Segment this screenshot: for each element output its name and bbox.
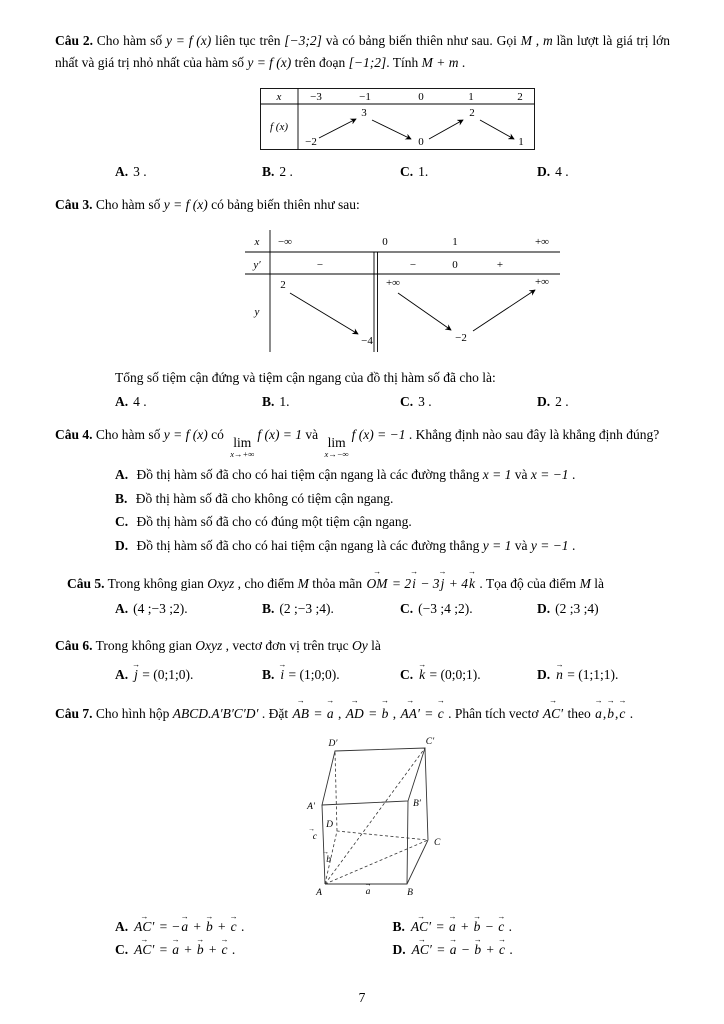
math-expr: y = f (x) [163,196,208,212]
vector-k: → k [468,573,476,595]
q3-variation-table [245,230,670,356]
question-4-label: Câu 4. [55,426,93,442]
text-run: liên tục trên [211,33,285,48]
vector-arrow-icon: → [364,879,372,888]
option-value: (2 ;3 ;4) [555,601,599,617]
q2-variation-table [260,88,670,154]
text-run: , [389,705,400,721]
q4-option-b [115,489,670,510]
question-5-text [55,573,670,595]
question-3-label: Câu 3. [55,196,93,212]
math-expr: y = −1 [530,538,569,554]
x-value: −∞ [277,235,293,248]
question-2-label: Câu 2. [55,33,93,48]
math-expr: y = f (x) [163,426,208,442]
math-expr: M [579,576,591,592]
option-value: = (0;1;0). [138,666,194,682]
lim-subscript: x→+∞ [230,449,255,460]
text-run: Cho hàm số [92,426,164,442]
question-7-text [55,703,670,725]
variation-arrows [290,290,535,334]
variation-table-q2-svg [260,88,535,150]
table-x-label: x [276,90,282,103]
text-run: lần lượt là giá trị lớn nhất và giá trị nhỏ nhất của hàm số [55,33,670,70]
text-run: và [302,426,322,442]
vector-symbol: → n [555,667,564,683]
solid-edges [322,748,428,884]
option-value: 2 . [279,163,293,179]
table-yprime-label: y′ [253,258,261,271]
answer-option-c [400,164,537,180]
table-grid [245,230,560,352]
vector-j: → j [440,573,446,595]
option-value: (−3 ;4 ;2). [418,601,473,617]
math-expr: = − [155,918,181,934]
option-letter: A. [115,666,129,682]
vector-c: → c [618,703,626,725]
vector-c: → c [437,703,445,725]
option-letter: D. [392,941,406,957]
option-value: (4 ;−3 ;2). [133,601,188,617]
table-x-label: x [254,235,260,248]
math-expr: f (x) = 1 [257,426,303,442]
option-letter: D. [537,601,551,617]
math-expr: = [420,705,437,721]
answer-option-a [115,164,262,180]
math-expr: = [432,918,448,934]
math-expr: + 4 [445,576,468,592]
math-expr: M , m [520,33,553,48]
answer-option-d [537,394,670,410]
option-letter: D. [115,538,129,554]
answer-option-a [115,667,262,683]
answer-option-d [537,601,670,617]
x-value: 1 [468,90,474,103]
math-expr: − [481,918,498,934]
math-expr: − [457,941,474,957]
option-letter: A. [115,918,129,934]
option-value: 2 . [555,393,569,409]
vector-AC-prime: → AC′ [542,703,564,725]
vector-OM: → OM [366,573,389,595]
math-expr: = [309,705,326,721]
vector-AA-prime: → AA′ [399,703,420,725]
table-grid [261,88,535,149]
limit-notation [325,436,349,459]
x-value: −1 [359,90,371,103]
question-6-label: Câu 6. [55,638,93,654]
option-text: . [568,538,576,554]
sign: 0 [452,258,458,271]
math-expr: + [456,918,473,934]
option-text: Đồ thị hàm số đã cho có đúng một tiệm cận ngang. [133,514,412,530]
lim-word: lim [327,434,346,450]
option-value: 4 . [555,163,569,179]
option-letter: C. [400,163,414,179]
q5-answers [115,601,670,617]
text-run: là [590,576,604,592]
vector-symbol: → k [418,667,426,683]
math-expr: + [189,918,205,934]
q7-answers-row-2 [115,942,670,958]
text-run: , [334,705,345,721]
text-run: . Đặt [258,705,292,721]
x-value: 0 [418,90,424,103]
f-value: 2 [469,106,475,119]
text-run: , [602,705,607,721]
vector-a: → a [448,919,457,935]
text-run: . Tính [386,54,422,70]
vector-arrow-icon: → [322,847,329,856]
text-run: Cho hàm số [92,196,164,212]
vertex-label-B-prime: B′ [413,798,421,809]
math-expr: − 3 [416,576,440,592]
option-text: và [511,538,531,554]
text-run: . [626,705,634,721]
option-letter: C. [400,393,414,409]
sign: − [409,258,417,271]
math-expr: y = f (x) [247,54,292,70]
text-run: . Phân tích vectơ [444,705,542,721]
f-value: −2 [305,135,317,148]
text-run: và có bảng biến thiên như sau. Gọi [321,33,521,48]
vertex-label-C: C [434,837,441,848]
text-run: Trong không gian [104,576,208,592]
option-letter: B. [262,666,275,682]
text-run: là [367,638,381,654]
q4-option-a [115,465,670,486]
option-letter: A. [115,393,129,409]
answer-option-a [115,601,262,617]
vector-symbol: → j [133,667,139,683]
answer-option-c [400,394,537,410]
option-letter: B. [262,393,275,409]
text-run: . [458,54,466,70]
vector-c: → c [497,919,505,935]
option-value: 1. [279,393,290,409]
text-run: . Khẳng định nào sau đây là khẳng định đúng? [405,426,660,442]
q6-answers [115,667,670,683]
option-letter: B. [392,918,405,934]
math-expr: M [297,576,309,592]
option-text: Đồ thị hàm số đã cho có hai tiệm cận ngang là các đường thẳng [133,538,483,554]
math-expr: [−3;2] [284,33,322,48]
vertex-label-D-prime: D′ [328,738,338,749]
option-letter: B. [115,490,128,506]
q2-answers [115,164,670,180]
q4-option-d [115,536,670,557]
q7-parallelepiped-figure [300,735,670,909]
y-value: +∞ [534,275,550,288]
page-number: 7 [358,990,366,1005]
vector-a: → a [594,703,603,725]
answer-option-b [262,164,400,180]
vector-a: → a [326,703,335,725]
option-letter: D. [537,666,551,682]
sign: − [316,258,324,271]
parallelepiped-svg [300,735,470,905]
vector-AD: → AD [345,703,365,725]
text-run: Cho hình hộp [92,705,173,721]
text-run: trên đoạn [291,54,349,70]
text-run: , cho điểm [234,576,298,592]
math-expr: y = f (x) [165,33,212,48]
option-letter: C. [115,514,129,530]
vector-AC-prime: → AC′ [133,919,155,935]
math-expr: = [155,941,172,957]
answer-option-c [115,942,393,958]
vector-AC-prime: → AC′ [410,919,432,935]
math-expr: Oxyz [207,576,235,592]
f-value: 3 [361,106,367,119]
text-run: . Tọa độ của điểm [475,576,580,592]
answer-option-a [115,394,262,410]
vector-b: → b [473,919,482,935]
answer-option-d [537,164,670,180]
y-value: +∞ [385,276,401,289]
answer-option-c [400,667,537,683]
y-value: −2 [455,331,467,344]
lim-word: lim [233,434,252,450]
vector-label-c: c [312,831,317,842]
option-text: . [568,466,576,482]
vertex-label-C-prime: C′ [425,736,435,747]
math-expr: y = 1 [482,538,512,554]
variation-arrows [319,119,514,139]
option-letter: C. [400,601,414,617]
math-expr: + [204,941,221,957]
math-expr: = [364,705,381,721]
y-value: −4 [361,334,373,347]
answer-option-b [393,919,671,935]
vector-label-a: a [365,886,371,897]
lim-subscript: x→−∞ [324,449,349,460]
option-letter: A. [115,163,129,179]
question-5-label: Câu 5. [67,576,105,592]
option-letter: A. [115,466,129,482]
vector-i: → i [411,573,417,595]
vector-label-b: b [326,854,331,865]
vertex-label-A-prime: A′ [307,801,315,812]
question-6-text [55,635,670,657]
x-value: 2 [517,90,523,103]
math-expr: Oxyz [195,638,223,654]
limit-notation [230,436,254,459]
vector-a: → a [180,919,189,935]
option-letter: A. [115,601,129,617]
table-fx-label: f (x) [269,120,289,133]
math-expr: [−1;2] [348,54,387,70]
y-value: 2 [280,278,286,291]
text-run: Trong không gian [92,638,196,654]
q3-answers [115,394,670,410]
vertex-label-B: B [407,887,413,898]
math-expr: f (x) = −1 [351,426,406,442]
text-run: Cho hàm số [92,33,166,48]
question-4-text [55,424,670,459]
math-expr: + [482,941,498,957]
math-expr: + [213,918,230,934]
option-value: = (1;1;1). [563,666,619,682]
vertex-label-A: A [316,887,322,898]
option-value: 4 . [133,393,147,409]
option-text: Đồ thị hàm số đã cho có hai tiệm cận ngang là các đường thẳng [133,466,483,482]
option-text: và [511,466,531,482]
answer-option-b [262,394,400,410]
q7-answers-row-1 [115,919,670,935]
option-value: = (1;0;0). [285,666,340,682]
option-value: 3 . [133,163,147,179]
q3-question-line: Tổng số tiệm cận đứng và tiệm cận ngang của đồ thị hàm số đã cho là: [115,369,496,385]
vector-symbol: → i [279,667,285,683]
text-run: , [615,705,619,721]
option-text: . [505,918,512,934]
table-y-label: y [254,305,260,318]
question-2-text [55,30,670,74]
f-value: 0 [418,135,424,148]
option-letter: C. [115,941,129,957]
x-value: 1 [452,235,458,248]
vector-a: → a [171,942,180,958]
vector-AB: → AB [291,703,310,725]
math-expr: x = −1 [530,466,569,482]
answer-option-d [537,667,670,683]
answer-option-c [400,601,537,617]
vector-a: → a [449,942,458,958]
answer-option-d [393,942,671,958]
option-letter: B. [262,163,275,179]
math-expr: = [432,941,449,957]
math-expr: x = 1 [482,466,512,482]
vector-arrow-icon: → [308,824,315,833]
x-value: +∞ [534,235,550,248]
text-run: theo [564,705,595,721]
option-text: . [505,941,513,957]
text-run: có [207,426,228,442]
text-run: , vectơ đơn vị trên trục [222,638,353,654]
question-7-label: Câu 7. [55,705,93,721]
vector-c: → c [498,942,506,958]
vector-c: → c [230,919,238,935]
math-expr: + [179,941,196,957]
variation-table-q3-svg [245,230,560,352]
sign: + [496,258,504,271]
option-value: (2 ;−3 ;4). [279,601,334,617]
option-letter: C. [400,666,414,682]
math-expr: = 2 [388,576,412,592]
vector-b: → b [381,703,390,725]
option-value: 3 . [418,393,432,409]
vector-AC-prime: → AC′ [133,942,155,958]
q4-option-c [115,512,670,533]
vector-AC-prime: → AC′ [411,942,433,958]
math-expr: Oy [352,638,368,654]
answer-option-b [262,601,400,617]
option-letter: B. [262,601,275,617]
vector-b: → b [205,919,214,935]
option-value: = (0;0;1). [426,666,481,682]
vector-b: → b [473,942,482,958]
answer-option-b [262,667,400,683]
x-value: 0 [382,235,388,248]
text-run: thỏa mãn [308,576,366,592]
vector-c: → c [220,942,228,958]
answer-option-a [115,919,393,935]
math-expr: ABCD.A′B′C′D′ [172,705,259,721]
hidden-edges [325,748,428,884]
question-3-text [55,194,670,216]
option-value: 1. [418,163,429,179]
option-text: Đồ thị hàm số đã cho không có tiệm cận ngang. [132,490,394,506]
vector-b: → b [606,703,615,725]
option-letter: D. [537,163,551,179]
option-letter: D. [537,393,551,409]
option-text: . [237,918,245,934]
x-value: −3 [310,90,322,103]
option-text: . [228,941,236,957]
vector-b: → b [196,942,205,958]
f-value: 1 [518,135,524,148]
vertex-label-D: D [326,819,333,830]
text-run: có bảng biến thiên như sau: [207,196,360,212]
math-expr: M + m [421,54,459,70]
